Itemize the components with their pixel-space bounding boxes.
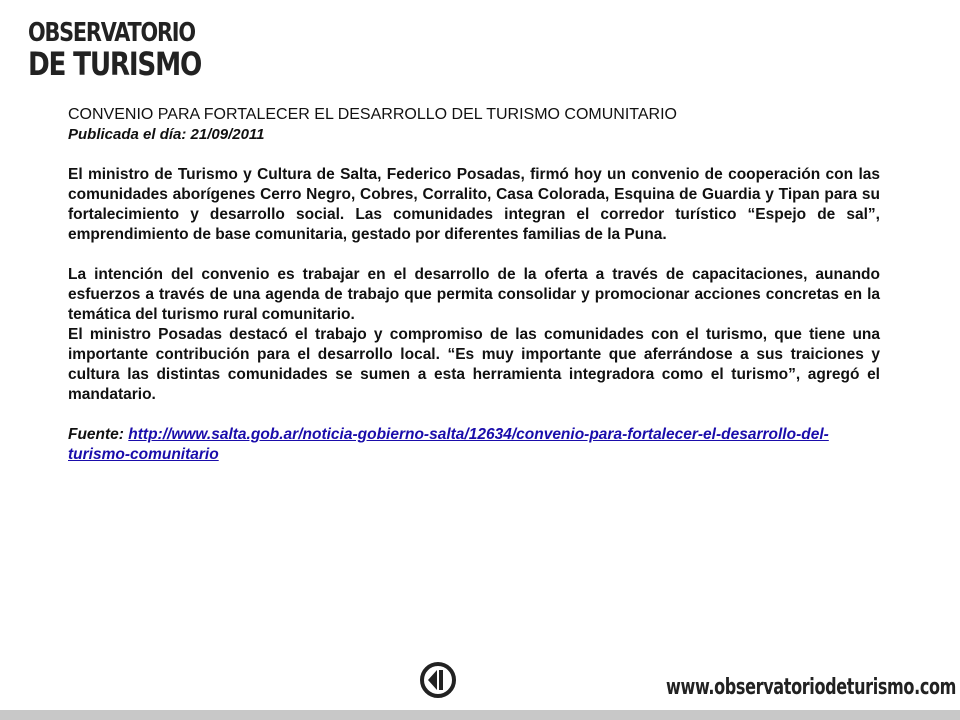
article-title: CONVENIO PARA FORTALECER EL DESARROLLO DEL TURISMO COMUNITARIO xyxy=(68,106,677,123)
back-button[interactable] xyxy=(418,660,458,700)
footer-bar xyxy=(0,710,960,720)
observatorio-logo xyxy=(28,18,239,83)
source-link[interactable]: http://www.salta.gob.ar/noticia-gobierno-salta/12634/convenio-para-fortalecer-el-desarrollo-del-turismo-comunitario xyxy=(68,426,829,463)
publication-date: Publicada el día: 21/09/2011 xyxy=(68,126,265,143)
article-paragraph-3: El ministro Posadas destacó el trabajo y compromiso de las comunidades con el turismo, que tiene una importante contribución para el desarrollo local. “Es muy importante que aferrándose a sus traiciones y cultura las distintas comunidades se sumen a esta herramienta integradora como el turismo”, agregó el mandatario. xyxy=(68,326,880,403)
source-label: Fuente: xyxy=(68,426,129,443)
article-source xyxy=(68,425,880,465)
website-url: www.observatoriodeturismo.com xyxy=(666,675,957,700)
logo-line-2: DE TURISMO xyxy=(28,45,202,83)
article xyxy=(68,104,880,465)
logo-line-1: OBSERVATORIO xyxy=(28,18,195,48)
article-paragraph-1: El ministro de Turismo y Cultura de Salta, Federico Posadas, firmó hoy un convenio de cooperación con las comunidades aborígenes Cerro Negro, Cobres, Corralito, Casa Colorada, Esquina de Guardia y Tipan para su fortalecimiento y desarrollo social. Las comunidades integran el corredor turístico “Espejo de sal”, emprendimiento de base comunitaria, gestado por diferentes familias de la Puna. xyxy=(68,166,880,243)
article-paragraph-2: La intención del convenio es trabajar en el desarrollo de la oferta a través de capacitaciones, aunando esfuerzos a través de una agenda de trabajo que permita consolidar y promocionar acciones concretas en la temática del turismo rural comunitario. xyxy=(68,266,880,323)
back-arrow-circle-icon xyxy=(418,660,458,700)
